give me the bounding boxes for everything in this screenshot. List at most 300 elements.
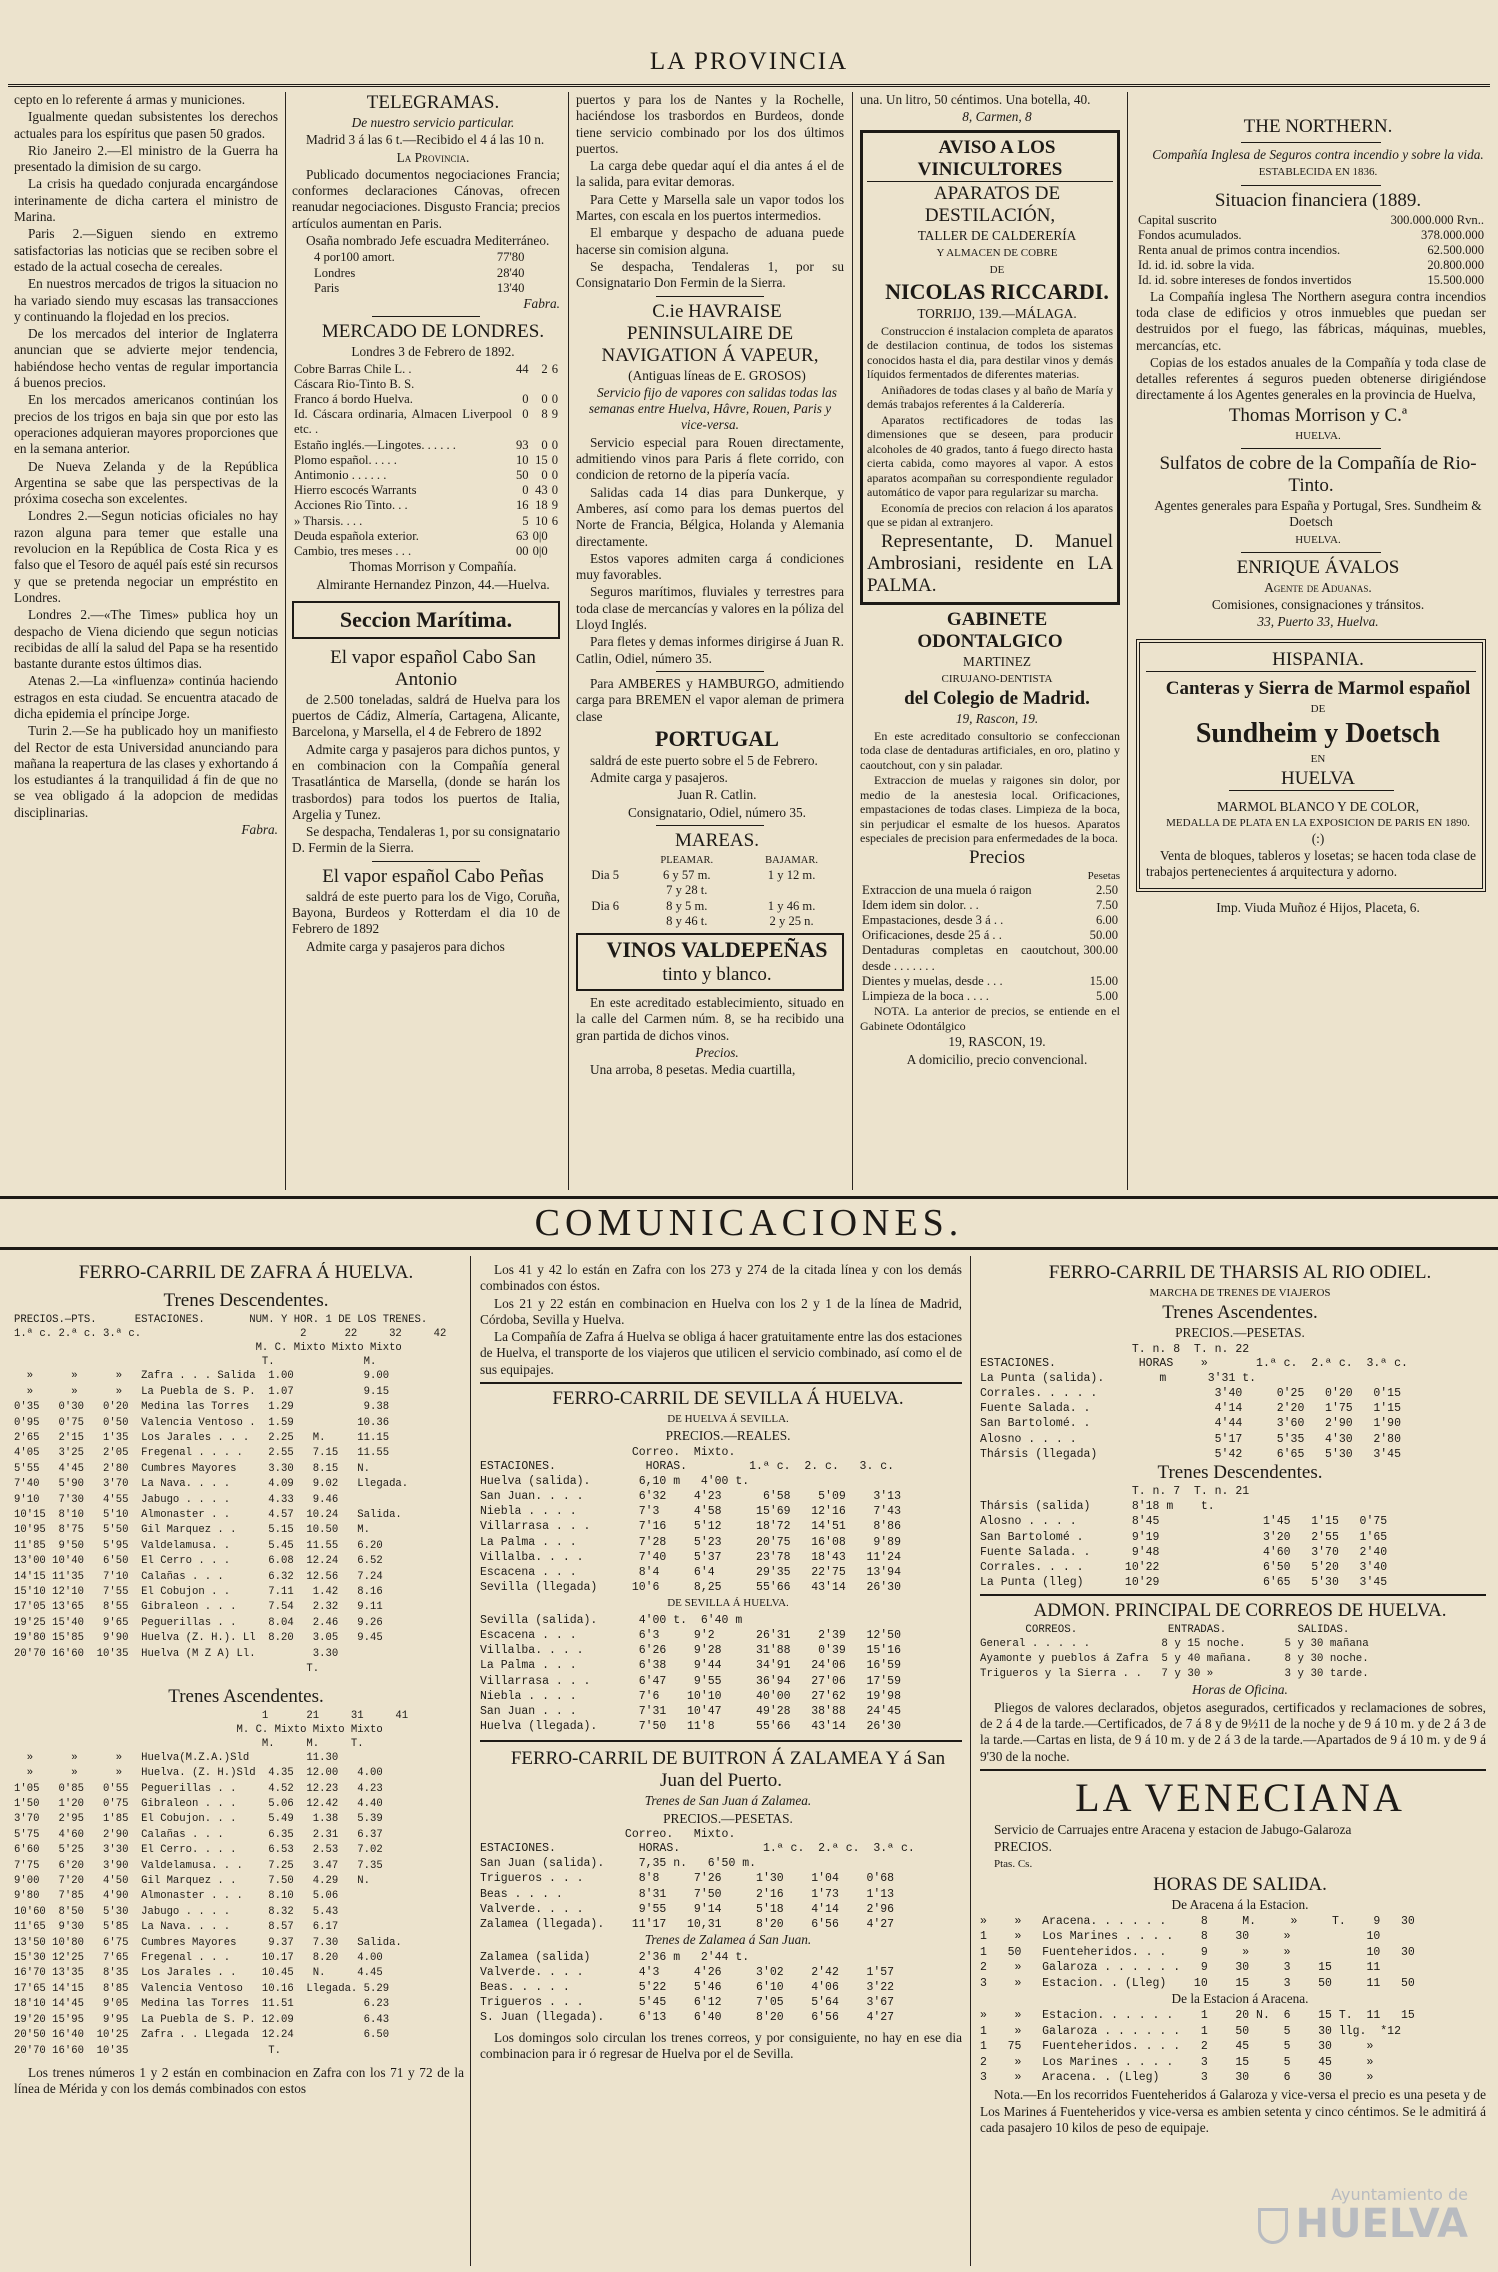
timetable-direction: DE SEVILLA Á HUELVA. xyxy=(667,1597,789,1610)
tides-table xyxy=(576,853,844,929)
table-row xyxy=(312,266,526,281)
table-cell: Renta anual de primos contra incendios. xyxy=(1138,243,1341,257)
table-cell: Id. Cáscara ordinaria, Almacen Liverpool etc. . xyxy=(294,407,512,437)
ship-text: Admite carga y pasajeros para dichos xyxy=(306,938,505,954)
telegram-paragraph: De los mercados del interior de Inglaterra anuncian que se advierte mejor tendencia, habiéndose hecho ventas de regular importancia á buenos precios. xyxy=(14,326,278,391)
route-title: De la Estacion á Aracena. xyxy=(1171,1991,1309,2007)
table-cell: 4 por100 amort. xyxy=(314,250,395,265)
table-row xyxy=(312,250,526,265)
table-cell: 28'40 xyxy=(496,265,525,280)
table-cell: 6 xyxy=(551,361,558,376)
divider xyxy=(1241,185,1381,186)
ship-text: La carga debe quedar aquí el dia antes á el de la salida, para evitar demoras. xyxy=(576,158,844,190)
table-cell: Empastaciones, desde 3 á . . xyxy=(862,913,1004,928)
table-cell: 0|0 xyxy=(532,528,548,543)
notice-title: AVISO A LOS VINICULTORES xyxy=(867,137,1113,182)
table-cell: 1 y 12 m. xyxy=(767,868,816,883)
wine-prices-label: Precios. xyxy=(695,1044,739,1060)
timetable-rows: Sevilla (salida). 4'00 t. 6'40 m Escacena . . . 6'3 9'2 26'31 2'39 12'50 Villalba. . . . 6'26 9'28 31'88 0'39 15'16 La Palma . . . 6'38 9'44 34'91 24'06 16'59 Villarrasa . . . 6'47 9'55 36'94 27'06 17'59 Niebla . . . . 7'6 10'10 40'00 27'62 19'98 San Juan . . . 7'31 10'47 49'28 38'88 24'45 Huelva (llegada). 7'50 11'8 55'66 43'14 26'30 xyxy=(480,1613,901,1734)
table-cell xyxy=(514,377,531,392)
havre-service: Servicio fijo de vapores con salidas todas las semanas entre Huelva, Hâvre, Rouen, Paris y vice-versa. xyxy=(588,384,837,433)
table-row xyxy=(860,883,1120,898)
dentist-address: 19, Rascon, 19. xyxy=(955,711,1039,727)
table-row xyxy=(292,377,560,392)
table-cell: 0 xyxy=(551,452,558,467)
office-hours-text: Pliegos de valores declarados, objetos asegurados, certificados y reclamaciones de sobres, de 2 á 4 de la tarde.—Certificados, de 7 á 8 y de 9½11 de la noche y de 9 á 10 m. y de 2 á 3 de la tarde.—Cartas en lista, de 9 á 10 m. y de 2 á 3 de la tarde.—Apartados de 9 á 10 m. y de 9 á 9'30 de la noche. xyxy=(980,1699,1486,1764)
sulfate-title: Sulfatos de cobre de la Compañía de Rio-Tinto. xyxy=(1159,452,1477,496)
havre-text: Para fletes y demas informes dirigirse á Juan R. Catlin, Odiel, número 35. xyxy=(576,634,844,666)
table-cell: 8 xyxy=(541,407,548,422)
prices-label: PRECIOS.—PESETAS. xyxy=(1175,1325,1305,1341)
timetable-header: Correo. Mixto. ESTACIONES. HORAS. 1.ª c. 2.ª c. 3.ª c. xyxy=(480,1828,915,1856)
sulfate-text: Agentes generales para España y Portugal, Sres. Sundheim & Doetsch xyxy=(1154,497,1482,530)
column-divider xyxy=(852,92,853,1190)
table-row xyxy=(576,883,844,898)
dentist-name: MARTINEZ xyxy=(963,653,1031,669)
ad-company: NICOLAS RICCARDI. xyxy=(885,279,1109,305)
dentist-text: Extraccion de muelas y raigones sin dolor, por medio de la anestesia local. Orificaciones, empastaciones de todas clases. Limpieza de la boca, sin perjudicar el esmalte de los huesos. Aparatos especiales de precision para enfermedades de la boca. xyxy=(860,773,1120,846)
table-cell xyxy=(550,377,560,392)
table-cell: Cobre Barras Chile L. . xyxy=(294,361,412,376)
ad-title: HISPANIA. xyxy=(1146,649,1476,672)
telegram-paragraph: Londres 2.—«The Times» publica hoy un despacho de Viena diciendo que segun noticias recibidas de allí la salud del Papa se ha resentido bastante durante estos últimos dias. xyxy=(14,607,278,672)
table-cell: Id. id. id. sobre la vida. xyxy=(1138,258,1255,273)
prices-title: Precios xyxy=(969,846,1025,868)
table-cell: Antimonio . . . . . . xyxy=(294,468,387,482)
table-row xyxy=(860,928,1120,943)
table-row xyxy=(1136,228,1486,243)
table-cell: 8 y 5 m. xyxy=(666,898,708,913)
divider xyxy=(372,861,479,862)
table-cell: 18 xyxy=(535,498,548,513)
telegram-paragraph: Paris 2.—Siguen siendo en extremo satisfactorias las noticias que se reciben sobre el estado de la actual cosecha de cereales. xyxy=(14,226,278,274)
market-table xyxy=(292,362,560,560)
ship-text: Se despacha, Tendaleras 1, por su Consignatario Don Fermin de la Sierra. xyxy=(576,258,844,291)
havre-text: Servicio especial para Rouen directamente, admitiendo vinos para Paris á flete corrido, con condicion de retorno de la pipería vacía. xyxy=(576,434,844,483)
telegram-paragraph: En los mercados americanos continúan los precios de los trigos en baja sin que por esto las operaciones adquieran mayores proporciones que en la semana anterior. xyxy=(14,392,278,457)
news-column-4 xyxy=(860,92,1120,1190)
table-row xyxy=(292,362,560,377)
news-column-1 xyxy=(14,92,278,1190)
sevilla-railway xyxy=(480,1262,962,2266)
timetable-header: 1 21 31 41 M. C. Mixto Mixto Mixto M. M. T. xyxy=(236,1709,409,1750)
telegram-paragraph: La crisis ha quedado conjurada encargándose interinamente de dicha cartera el ministro de Marina. xyxy=(14,176,278,225)
table-cell: Dientes y muelas, desde . . . xyxy=(862,973,1003,988)
timetable-rows: Huelva (salida). 6,10 m 4'00 t. San Juan. . . . 6'32 4'23 6'58 5'09 3'13 Niebla . . . . 7'3 4'58 15'69 12'16 7'43 Villarrasa . . . 7'16 5'12 18'72 14'51 8'86 La Palma . . . 7'28 5'23 20'75 16'08 9'89 Villalba. . . . 7'40 5'37 23'78 18'43 11'24 Escacena . . . 8'4 6'4 29'35 22'75 13'94 Sevilla (llegada) 10'6 8,25 55'66 43'14 26'30 xyxy=(480,1474,901,1595)
dentist-address: 19, RASCON, 19. xyxy=(948,1034,1046,1050)
table-row xyxy=(1136,213,1486,228)
timetable-note: Los domingos solo circulan los trenes correos, y por consiguiente, no hay en ese dia combinacion para ir ó regresar de Huelva por el de Sevilla. xyxy=(480,2029,962,2061)
havre-text: Salidas cada 14 dias para Dunkerque, y Amberes, así como para los demas puertos del Norte de Francia, Bélgica, Holanda y Alemania directamente. xyxy=(576,484,844,549)
ad-text: Economía de precios con relacion á los aparatos que se pidan al extranjero. xyxy=(867,500,1113,530)
timetable-direction: Trenes Ascendentes. xyxy=(168,1685,324,1707)
table-cell: 16 xyxy=(515,498,529,513)
financial-title: Situacion financiera (1889. xyxy=(1214,189,1422,211)
ship-title: El vapor español Cabo Peñas xyxy=(322,865,544,887)
timetable-note: Los 21 y 22 están en combinacion en Huelva con los 2 y 1 de la línea de Madrid, Córdoba, Sevilla y Huelva. xyxy=(480,1295,962,1327)
telegram-paragraph: De Nueva Zelanda y de la República Argentina se sabe que las perspectivas de la próxima cosecha son excelentes. xyxy=(14,458,278,507)
havre-text: Seguros marítimos, fluviales y terrestres para toda clase de mercancías y valores en la póliza del Lloyd Inglés. xyxy=(576,584,844,633)
table-cell: Fondos acumulados. xyxy=(1138,227,1242,242)
ad-heading: DE xyxy=(1310,702,1326,715)
table-cell: 6 xyxy=(551,513,558,528)
ship-text: de 2.500 toneladas, saldrá de Huelva para los puertos de Cádiz, Almería, Cartagena, Alicante, Barcelona, y Marsella, el 4 de Febrero de 1892 xyxy=(292,691,560,740)
table-cell: 0|0 xyxy=(532,544,548,559)
zafra-railway xyxy=(14,1262,464,2266)
distillery-ad xyxy=(860,130,1120,605)
havre-subtitle: (Antiguas líneas de E. GROSOS) xyxy=(628,367,806,383)
table-cell: Acciones Rio Tinto. . . xyxy=(294,498,408,513)
timetable-header: T. n. 7 T. n. 21 xyxy=(980,1485,1250,1498)
table-cell: 0 xyxy=(551,468,558,482)
table-row xyxy=(576,868,844,883)
carriage-note: Nota.—En los recorridos Fuenteheridos á Galaroza y vice-versa el precio es una peseta y de Los Marines á Fuenteheridos y vice-versa es ambien setenta y cinco céntimos. Se le admitirá á cada pasajero 10 kilos de peso de equipaje. xyxy=(980,2087,1486,2136)
ship-text: Se despacha, Tendaleras 1, por su consignatario D. Fermin de la Sierra. xyxy=(292,824,560,856)
header-rule xyxy=(8,84,1490,87)
printer: Imp. Viuda Muñoz é Hijos, Placeta, 6. xyxy=(1216,899,1420,915)
ad-heading: EN xyxy=(1310,753,1326,766)
table-cell: 5.00 xyxy=(1095,989,1118,1004)
financial-table xyxy=(1136,213,1486,289)
table-row xyxy=(292,392,560,407)
wine-address: 8, Carmen, 8 xyxy=(962,109,1032,125)
telegrams-subtitle: De nuestro servicio particular. xyxy=(351,115,515,130)
telegram-paragraph: En nuestros mercados de trigos la situacion no ha variado siendo muy escasas las transacciones y continuando la flojedad en los precios. xyxy=(14,276,278,324)
table-row xyxy=(292,483,560,498)
ad-company: Sundheim y Doetsch xyxy=(1195,718,1441,750)
telegram-paragraph: Atenas 2.—La «influenza» continúa haciendo estragos en esta ciudad. Se encuentra atacado de dicha epidemia el príncipe Jorge. xyxy=(14,673,278,721)
insurance-title: THE NORTHERN. xyxy=(1243,116,1393,137)
havre-text: Para AMBERES y HAMBURGO, admitiendo carga para BREMEN el vapor aleman de primera clase xyxy=(576,675,844,724)
ad-heading: Canteras y Sierra de Marmol español xyxy=(1165,677,1471,699)
insurance-subtitle: Compañía Inglesa de Seguros contra incendio y sobre la vida. xyxy=(1152,147,1484,162)
news-column-2 xyxy=(292,92,560,1190)
table-cell: 0 xyxy=(522,391,529,406)
market-signature: Thomas Morrison y Compañía. xyxy=(349,559,517,575)
maritime-section-title: Seccion Marítima. xyxy=(292,601,560,639)
table-cell: 15.500.000 xyxy=(1427,273,1484,288)
column-divider xyxy=(1127,92,1128,1190)
table-header xyxy=(576,853,634,868)
table-cell: 2 xyxy=(541,361,548,376)
table-cell: 93 xyxy=(515,437,529,452)
table-cell xyxy=(550,544,560,559)
table-cell: 8 y 46 t. xyxy=(666,913,708,928)
timetable-direction: Trenes Descendentes. xyxy=(1157,1462,1323,1483)
dentist-text: En este acreditado consultorio se confeccionan toda clase de dentaduras artificiales, en oro, platino y caoutchout, con y sin paladar. xyxy=(860,728,1120,772)
office-hours-title: Horas de Oficina. xyxy=(1192,1682,1288,1698)
insurance-text: Copias de los estados anuales de la Compañía y toda clase de detalles referentes á seguros pueden obtenerse dirigiéndose directamente á los Agentes generales en la provincia de Huelva, xyxy=(1136,354,1486,403)
agent-city: HUELVA. xyxy=(1295,429,1341,442)
divider xyxy=(656,825,763,826)
table-cell: 0 xyxy=(522,483,529,498)
telegram-paragraph: Londres 2.—Segun noticias oficiales no hay razon alguna para temer que estalle una revolucion en la República de Costa Rica y es falso que el Tesoro de aquél país esté sin recursos y que se pretenda negociar un empréstito en Londres. xyxy=(14,508,278,605)
quotes-table xyxy=(312,250,526,296)
agent-name: Juan R. Catlin. xyxy=(677,787,757,803)
table-cell: 0 xyxy=(541,391,548,406)
prices-unit: Pesetas xyxy=(1087,869,1120,882)
telegram-paragraph: cepto en lo referente á armas y municiones. xyxy=(14,92,246,107)
column-divider xyxy=(285,92,286,1190)
market-date: Londres 3 de Febrero de 1892. xyxy=(351,344,515,360)
table-row xyxy=(860,913,1120,928)
table-row xyxy=(292,498,560,513)
marble-ad xyxy=(1136,639,1486,892)
wine-ad xyxy=(576,933,844,991)
table-cell: 0 xyxy=(551,437,558,452)
prices-label: PRECIOS.—PESETAS. xyxy=(663,1810,793,1826)
insurance-established: ESTABLECIDA EN 1836. xyxy=(1258,166,1378,179)
ad-text: MARMOL BLANCO Y DE COLOR, xyxy=(1216,799,1420,815)
signature: Fabra. xyxy=(523,295,560,311)
table-cell: Franco á bordo Huelva. xyxy=(294,391,413,406)
table-cell: 20.800.000 xyxy=(1427,258,1484,273)
customs-agent-address: 33, Puerto 33, Huelva. xyxy=(1257,614,1379,630)
column-divider xyxy=(470,1256,471,2266)
table-cell: 378.000.000 xyxy=(1421,227,1484,242)
prices-label: PRECIOS.—REALES. xyxy=(665,1428,791,1444)
havre-text: Admite carga y pasajeros. xyxy=(590,770,728,786)
table-cell: Cáscara Rio-Tinto B. S. xyxy=(294,376,415,391)
timetable-header: T. n. 8 T. n. 22 ESTACIONES. HORAS » 1.ª c. 2.ª c. 3.ª c. xyxy=(980,1342,1408,1370)
table-row xyxy=(312,281,526,296)
table-cell: 15 xyxy=(535,452,548,467)
archive-watermark xyxy=(1258,2185,1468,2247)
ad-representative: Representante, D. Manuel Ambrosiani, residente en LA PALMA. xyxy=(867,530,1113,596)
table-row xyxy=(1136,258,1486,273)
table-row xyxy=(576,914,844,929)
divider xyxy=(656,671,763,672)
timetable-rows: Zalamea (salida) 2'36 m 2'44 t. Valverde. . . . 4'3 4'26 3'02 2'42 1'57 Beas. . . . . 5'22 5'46 6'10 4'06 3'22 Trigueros . . . 5'45 6'12 7'05 5'64 3'67 S. Juan (llegada). 6'13 6'40 8'20 6'56 4'27 xyxy=(480,1950,895,2025)
table-cell: Capital suscrito xyxy=(1138,212,1217,227)
table-row xyxy=(576,899,844,914)
table-cell: 6.00 xyxy=(1095,913,1118,928)
divider xyxy=(1241,142,1381,143)
table-cell: 62.500.000 xyxy=(1427,243,1484,257)
table-cell: 50.00 xyxy=(1089,928,1118,943)
departure-hours-title: HORAS DE SALIDA. xyxy=(1153,1873,1327,1895)
carriage-service-text: Servicio de Carruajes entre Aracena y estacion de Jabugo-Galaroza xyxy=(994,1821,1352,1837)
divider xyxy=(1241,552,1381,553)
table-cell: 10 xyxy=(515,452,529,467)
table-cell: Plomo español. . . . . xyxy=(294,452,397,467)
route-title: De Aracena á la Estacion. xyxy=(1171,1896,1309,1912)
table-row xyxy=(292,407,560,437)
telegrams-title: TELEGRAMAS. xyxy=(366,92,500,113)
table-cell: 0 xyxy=(522,407,529,422)
timetable-rows: Thársis (salida) 8'18 m t. Alosno . . . . 8'45 1'45 1'15 0'75 San Bartolomé . 9'19 3'20 2'55 1'65 Fuente Salada. . 9'48 4'60 3'70 2'40 Corrales. . . . 10'22 6'50 5'20 3'40 La Punta (lleg) 10'29 6'65 5'30 3'45 xyxy=(980,1500,1388,1590)
table-row xyxy=(292,529,560,544)
table-cell: 2.50 xyxy=(1095,882,1118,897)
timetable-rows: » » » Huelva(M.Z.A.)Sld 11.30 » » » Huelva. (Z. H.)Sld 4.35 12.00 4.00 1'05 0'85 0'55 Peguerillas . . 4.52 12.23 4.23 1'50 1'20 0'75 Gibraleon . . . 5.06 12.42 4.40 3'70 2'95 1'85 El Cobujon. . . 5.49 1.38 5.39 5'75 4'60 2'90 Calañas . . . 6.35 2.31 6.37 6'60 5'25 3'30 El Cerro. . . . 6.53 2.53 7.02 7'75 6'20 3'90 Valdelamusa. . . 7.25 3.47 7.35 9'00 7'20 4'50 Gil Marquez . . 7.50 4.29 N. 9'80 7'85 4'90 Almonaster . . . 8.10 5.06 10'60 8'50 5'30 Jabugo . . . . 8.32 5.43 11'65 9'30 5'85 La Nava. . . . 8.57 6.17 13'50 10'80 6'75 Cumbres Mayores 9.37 7.30 Salida. 15'30 12'25 7'65 Fregenal . . . 10.17 8.20 4.00 16'70 13'35 8'35 Los Jarales . . 10.45 N. 4.45 17'65 14'15 8'85 Valencia Ventoso 10.16 Llegada. 5.29 18'10 14'45 9'05 Medina las Torres 11.51 6.23 19'20 15'95 9'95 La Puebla de S. P. 12.09 6.43 20'50 16'40 10'25 Zafra . . Llegada 12.24 6.50 20'70 16'60 10'35 T. xyxy=(14,1751,402,2057)
dentist-home: A domicilio, precio convencional. xyxy=(906,1051,1088,1067)
ad-heading: Y ALMACEN DE COBRE xyxy=(936,246,1058,259)
table-cell: Cambio, tres meses . . . xyxy=(294,544,412,559)
table-row xyxy=(292,544,560,559)
ad-heading: DE xyxy=(989,264,1005,277)
timetable-rows: » » » Zafra . . . Salida 1.00 9.00 » » » La Puebla de S. P. 1.07 9.15 0'35 0'30 0'20 Medina las Torres 1.29 9.38 0'95 0'75 0'50 Valencia Ventoso . 1.59 10.36 2'65 2'15 1'35 Los Jarales . . . 2.25 M. 11.15 4'05 3'25 2'05 Fregenal . . . . 2.55 7.15 11.55 5'55 4'45 2'80 Cumbres Mayores 3.30 8.15 N. 7'40 5'90 3'70 La Nava. . . . 4.09 9.02 Llegada. 9'10 7'30 4'55 Jabugo . . . . 4.33 9.46 10'15 8'10 5'10 Almonaster . . 4.57 10.24 Salida. 10'95 8'75 5'50 Gil Marquez . . 5.15 10.50 M. 11'85 9'50 5'95 Valdelamusa. . 5.45 11.55 6.20 13'00 10'40 6'50 El Cerro . . . 6.08 12.24 6.52 14'15 11'35 7'10 Calañas . . . 6.32 12.56 7.24 15'10 12'10 7'55 El Cobujon . . 7.11 1.42 8.16 17'05 13'65 8'55 Gibraleon . . . 7.54 2.32 9.11 19'25 15'40 9'65 Peguerillas . . 8.04 2.46 9.26 19'80 15'85 9'90 Huelva (Z. H.). Ll 8.20 3.05 9.45 20'70 16'60 10'35 Huelva (M Z A) Ll. 3.30 T. xyxy=(14,1370,409,1676)
timetable-note: La Compañía de Zafra á Huelva se obliga á hacer gratuitamente entre las dos estaciones de Huelva, el transporte de los viajeros que utilicen el servicio combinado, así como el de sus equipajes. xyxy=(480,1329,962,1377)
prices-label: PRECIOS. xyxy=(994,1839,1053,1855)
table-cell: Dia 5 xyxy=(591,868,619,883)
customs-agent-name: ENRIQUE ÁVALOS xyxy=(1236,556,1400,578)
table-cell: 300.000.000 Rvn.. xyxy=(1390,212,1484,227)
table-header: BAJAMAR. xyxy=(765,854,818,866)
table-cell: Hierro escocés Warrants xyxy=(294,483,417,498)
table-cell: 43 xyxy=(535,483,548,498)
table-cell: Orificaciones, desde 25 á . . xyxy=(862,928,1002,943)
table-cell: Paris xyxy=(314,280,340,295)
telegram-paragraph: Igualmente quedan subsistentes los derechos actuales para los espíritus que pasen 50 grados. xyxy=(14,109,278,141)
table-cell: 0 xyxy=(541,437,548,452)
ad-text: Venta de bloques, tableros y losetas; se hacen toda clase de trabajos pertenecientes á arquitectura y adorno. xyxy=(1146,847,1476,880)
timetable-header: Correo. Mixto. ESTACIONES. HORAS. 1.ª c. 2. c. 3. c. xyxy=(480,1445,895,1473)
telegram-paragraph: Rio Janeiro 2.—El ministro de la Guerra ha presentado la dimision de su cargo. xyxy=(14,142,278,175)
table-cell: Londres xyxy=(314,265,356,280)
wine-subtitle: tinto y blanco. xyxy=(662,964,772,985)
watermark-subtitle: Ayuntamiento de xyxy=(1331,2185,1468,2204)
table-cell: 0 xyxy=(541,468,548,482)
railway-title: FERRO-CARRIL DE ZAFRA Á HUELVA. xyxy=(78,1262,414,1283)
insurance-text: La Compañía inglesa The Northern asegura contra incendios toda clase de edificios y otros inmuebles que puedan ser destruidos por el fuego, las fábricas, máquinas, muebles, mercancías, etc. xyxy=(1136,288,1486,353)
timetable-direction: Trenes Descendentes. xyxy=(163,1290,329,1311)
communications-title: COMUNICACIONES. xyxy=(0,1196,1498,1250)
table-row xyxy=(576,853,844,868)
timetable-rows: La Punta (salida). m 3'31 t. Corrales. . . . . 3'40 0'25 0'20 0'15 Fuente Salada. . 4'14 2'20 1'75 1'15 San Bartolomé. . 4'44 3'60 2'90 1'90 Alosno . . . . 5'17 5'35 4'30 2'80 Thársis (llegada) 5'42 6'65 5'30 3'45 xyxy=(980,1371,1401,1461)
table-cell: 7.50 xyxy=(1095,897,1118,912)
market-address: Almirante Hernandez Pinzon, 44.—Huelva. xyxy=(316,576,550,592)
table-cell: Dentaduras completas en caoutchout, desde . . . . . . . xyxy=(862,943,1080,973)
table-row xyxy=(292,438,560,453)
table-cell: 13'40 xyxy=(496,280,525,295)
table-cell xyxy=(550,529,560,544)
table-cell: 6 y 57 m. xyxy=(662,868,711,883)
carriage-service-title: LA VENECIANA xyxy=(1075,1774,1405,1820)
route-rows: » » Aracena. . . . . . 8 M. » T. 9 30 1 » Los Marines . . . . 8 30 » 10 1 50 Fuenteheridos. . . 9 » » 10 30 2 » Galaroza . . . . . . 9 30 3 15 11 3 » Estacion. . (Lleg) 10 15 3 50 11 50 xyxy=(980,1915,1415,1990)
table-cell: Idem idem sin dolor. . . xyxy=(862,897,979,912)
table-row xyxy=(292,453,560,468)
ad-city: HUELVA xyxy=(1229,768,1394,791)
table-row xyxy=(860,974,1120,989)
table-cell: 9 xyxy=(551,498,558,513)
table-row xyxy=(1136,273,1486,288)
watermark-title: HUELVA xyxy=(1295,2201,1468,2247)
table-cell: Dia 6 xyxy=(591,898,619,913)
news-column-3 xyxy=(576,92,844,1190)
wine-text: Una arroba, 8 pesetas. Media cuartilla, xyxy=(590,1062,796,1078)
dentist-title: GABINETE ODONTALGICO xyxy=(917,608,1063,652)
post-office-rows: General . . . . . 8 y 15 noche. 5 y 30 mañana Ayamonte y pueblos á Zafra 5 y 40 mañana. 8 y 30 noche. Trigueros y la Sierra . . 7 y 30 » 3 y 30 tarde. xyxy=(980,1638,1369,1681)
table-cell: 15.00 xyxy=(1089,973,1118,988)
railway-title: FERRO-CARRIL DE THARSIS AL RIO ODIEL. xyxy=(1048,1262,1432,1283)
telegram-text: Osaña nombrado Jefe escuadra Mediterráneo. xyxy=(306,233,550,249)
wine-text: En este acreditado establecimiento, situado en la calle del Carmen núm. 8, se ha recibido una gran partida de dichos vinos. xyxy=(576,995,844,1043)
telegram-paragraphs xyxy=(14,92,278,821)
havre-text: Estos vapores admiten carga á condiciones muy favorables. xyxy=(576,550,844,583)
table-row xyxy=(292,468,560,483)
timetable-direction: Trenes de San Juan á Zalamea. xyxy=(644,1793,812,1809)
customs-agent-text: Comisiones, consignaciones y tránsitos. xyxy=(1211,597,1425,613)
railway-title: FERRO-CARRIL DE BUITRON Á ZALAMEA Y á San Juan del Puerto. xyxy=(510,1748,946,1792)
newspaper-title: LA PROVINCIA xyxy=(649,48,849,75)
wine-title: VINOS VALDEPEÑAS xyxy=(606,937,828,962)
table-cell: 77'80 xyxy=(496,250,525,265)
ornament: (:) xyxy=(1311,830,1325,846)
timetable-note: Los 41 y 42 lo están en Zafra con los 273 y 274 de la citada línea y con los demás combinados con éstos. xyxy=(480,1262,962,1294)
prices-unit: Ptas. Cs. xyxy=(994,1858,1033,1871)
table-row xyxy=(1136,243,1486,258)
table-cell: » Tharsis. . . . xyxy=(294,513,363,528)
table-cell: 300.00 xyxy=(1083,943,1118,958)
ship-text: El embarque y despacho de aduana puede hacerse sin comision alguna. xyxy=(576,225,844,257)
tharsis-railway xyxy=(980,1262,1486,2266)
timetable-note: Los trenes números 1 y 2 están en combinacion en Zafra con los 71 y 72 de la línea de Mérida y con los demás combinados con estos xyxy=(14,2064,464,2097)
table-cell: 9 xyxy=(551,407,558,422)
table-cell: Extraccion de una muela ó raigon xyxy=(862,882,1032,897)
table-cell: Limpieza de la boca . . . . xyxy=(862,989,989,1004)
customs-agent-role: Agente de Aduanas. xyxy=(1264,579,1372,595)
table-cell xyxy=(576,914,634,929)
wine-text: una. Un litro, 50 céntimos. Una botella, 40. xyxy=(860,92,1091,107)
telegram-dateline: Madrid 3 á las 6 t.—Recibido el 4 á las 10 n. xyxy=(306,132,545,148)
havre-title: C.ie HAVRAISE PENINSULAIRE DE NAVIGATION Á VAPEUR, xyxy=(601,300,819,366)
ad-text: Aparatos rectificadores de todas las dimensiones que se deseen, para producir alcoholes de 40 grados, tanto á fuego directo hasta cierta cabida, como mayores al vapor. A estos aparatos acompañan su correspondiente regulador automático de vapor para regularizar su marcha. xyxy=(867,412,1113,500)
table-cell: 0 xyxy=(551,483,558,498)
table-cell: 5 xyxy=(522,513,529,528)
table-cell: 00 xyxy=(515,544,529,559)
table-cell: 1 y 46 m. xyxy=(767,898,816,913)
timetable-rows: San Juan (salida). 7,35 n. 6'50 m. Trigueros . . . 8'8 7'26 1'30 1'04 0'68 Beas . . . . 8'31 7'50 2'16 1'73 1'13 Valverde. . . . 9'55 9'14 5'18 4'14 2'96 Zalamea (llegada). 11'17 10,31 8'20 6'56 4'27 xyxy=(480,1857,895,1931)
divider xyxy=(372,316,479,317)
ship-text: Admite carga y pasajeros para dichos puntos, y en combinacion con la Compañía general Trasatlántica de Marsella, (donde se harán los trasbordos) para todos los puertos de Italia, Argelia y Tunez. xyxy=(292,741,560,822)
timetable-direction: DE HUELVA Á SEVILLA. xyxy=(667,1413,789,1426)
ad-text: Construccion é instalacion completa de aparatos de destilacion continua, de todos los sistemas conocidos hasta el dia, para destilar vinos y demás líquidos fermentados de diferentes materias. xyxy=(867,323,1113,382)
post-office-header: CORREOS. ENTRADAS. SALIDAS. xyxy=(980,1624,1350,1637)
dentist-college: del Colegio de Madrid. xyxy=(904,688,1090,710)
post-office-title: ADMON. PRINCIPAL DE CORREOS DE HUELVA. xyxy=(1033,1600,1447,1622)
table-cell xyxy=(739,883,844,898)
ad-heading: APARATOS DE DESTILACIÓN, xyxy=(924,182,1061,226)
tides-title: MAREAS. xyxy=(675,829,759,851)
timetable-direction: Trenes Ascendentes. xyxy=(1162,1302,1318,1324)
table-cell: 50 xyxy=(515,468,529,482)
table-row xyxy=(860,989,1120,1004)
crest-icon xyxy=(1258,2208,1288,2244)
table-row xyxy=(292,514,560,529)
timetable-header: PRECIOS.—PTS. ESTACIONES. NUM. Y HOR. 1 DE LOS TRENES. 1.ª c. 2.ª c. 3.ª c. 2 22 32 42 M. C. Mixto Mixto Mixto T. M. xyxy=(14,1314,447,1369)
table-cell: 0 xyxy=(551,391,558,406)
column-divider xyxy=(568,92,569,1190)
table-cell: Deuda española exterior. xyxy=(294,528,419,543)
signature: Fabra. xyxy=(241,822,278,838)
table-cell: 63 xyxy=(515,528,529,543)
table-cell xyxy=(576,883,634,898)
table-cell: 44 xyxy=(515,361,529,376)
table-cell xyxy=(531,377,550,392)
ship-title: El vapor español Cabo San Antonio xyxy=(330,646,536,690)
market-title: MERCADO DE LONDRES. xyxy=(321,321,545,343)
dentist-note: NOTA. La anterior de precios, se entiende en el Gabinete Odontálgico xyxy=(860,1004,1120,1033)
timetable-direction: Trenes de Zalamea á San Juan. xyxy=(644,1932,812,1948)
table-row xyxy=(860,898,1120,913)
agent-address: Consignatario, Odiel, número 35. xyxy=(627,804,806,820)
ship-text: Para Cette y Marsella sale un vapor todos los Martes, con escala en los puertos intermedios. xyxy=(576,191,844,224)
ad-heading: TALLER DE CALDERERÍA xyxy=(917,227,1077,243)
dentist-title-sub: CIRUJANO-DENTISTA xyxy=(941,673,1053,686)
table-cell: 2 y 25 n. xyxy=(769,913,814,928)
telegram-paragraph: Turin 2.—Se ha publicado hoy un manifiesto del Rector de esta Universidad anunciando para mañana la reapertura de las clases y exhortando á los estudiantes á la tranquilidad á fin de que no se vea obligado á la adopcion de medidas disciplinarias. xyxy=(14,723,278,820)
havre-text: saldrá de este puerto sobre el 5 de Febrero. xyxy=(590,752,818,768)
